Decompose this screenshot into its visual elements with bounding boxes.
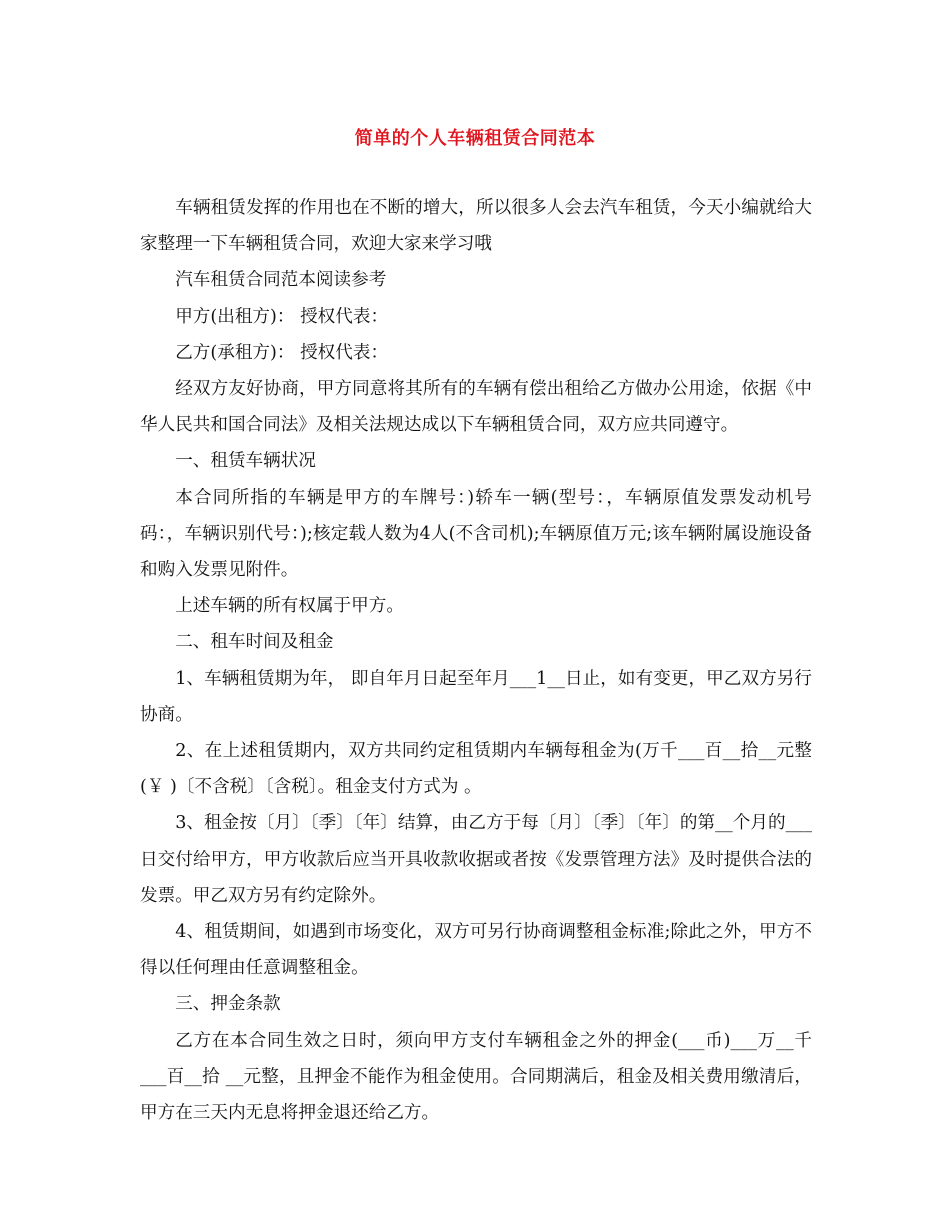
document-title: 简单的个人车辆租赁合同范本 bbox=[354, 128, 596, 149]
paragraph-deposit: 乙方在本合同生效之日时，须向甲方支付车辆租金之外的押金(___币)___万__千___百__拾 __元整，且押金不能作为租金使用。合同期满后，租金及相关费用缴清后，甲方在三天内无息将押金退还给乙方。 bbox=[140, 1030, 812, 1124]
paragraph-intro: 车辆租赁发挥的作用也在不断的增大，所以很多人会去汽车租赁，今天小编就给大家整理一下车辆租赁合同，欢迎大家来学习哦 bbox=[140, 198, 812, 255]
section-heading-deposit: 三、押金条款 bbox=[175, 994, 281, 1015]
clause-rent-4: 4、租赁期间，如遇到市场变化，双方可另行协商调整租金标准;除此之外，甲方不得以任何理由任意调整租金。 bbox=[140, 922, 812, 979]
paragraph-party-a: 甲方(出租方)： 授权代表： bbox=[175, 306, 389, 327]
section-heading-vehicle: 一、租赁车辆状况 bbox=[175, 451, 316, 472]
paragraph-vehicle-details: 本合同所指的车辆是甲方的车牌号：)轿车一辆(型号：，车辆原值发票发动机号码：，车辆识别代号：);核定载人数为4人(不含司机);车辆原值万元;该车辆附属设施设备和购入发票见附件。 bbox=[140, 487, 812, 581]
paragraph-party-b: 乙方(承租方)： 授权代表： bbox=[175, 342, 389, 363]
document-body bbox=[140, 190, 812, 1131]
paragraph-agreement: 经双方友好协商，甲方同意将其所有的车辆有偿出租给乙方做办公用途，依据《中华人民共和国合同法》及相关法规达成以下车辆租赁合同，双方应共同遵守。 bbox=[140, 379, 812, 436]
section-heading-rent: 二、租车时间及租金 bbox=[175, 632, 334, 653]
clause-rent-2: 2、在上述租赁期内，双方共同约定租赁期内车辆每租金为(万千___百__拾__元整(￥ )〔不含税〕〔含税〕。租金支付方式为 。 bbox=[140, 741, 812, 798]
paragraph-ownership: 上述车辆的所有权属于甲方。 bbox=[175, 596, 404, 617]
clause-rent-3: 3、租金按〔月〕〔季〕〔年〕结算，由乙方于每〔月〕〔季〕〔年〕的第__个月的___日交付给甲方，甲方收款后应当开具收款收据或者按《发票管理方法》及时提供合法的发票。甲乙双方另有约定除外。 bbox=[140, 813, 812, 906]
paragraph-reference: 汽车租赁合同范本阅读参考 bbox=[175, 270, 387, 291]
clause-rent-1: 1、车辆租赁期为年， 即自年月日起至年月___1__日止，如有变更，甲乙双方另行协商。 bbox=[140, 668, 812, 725]
